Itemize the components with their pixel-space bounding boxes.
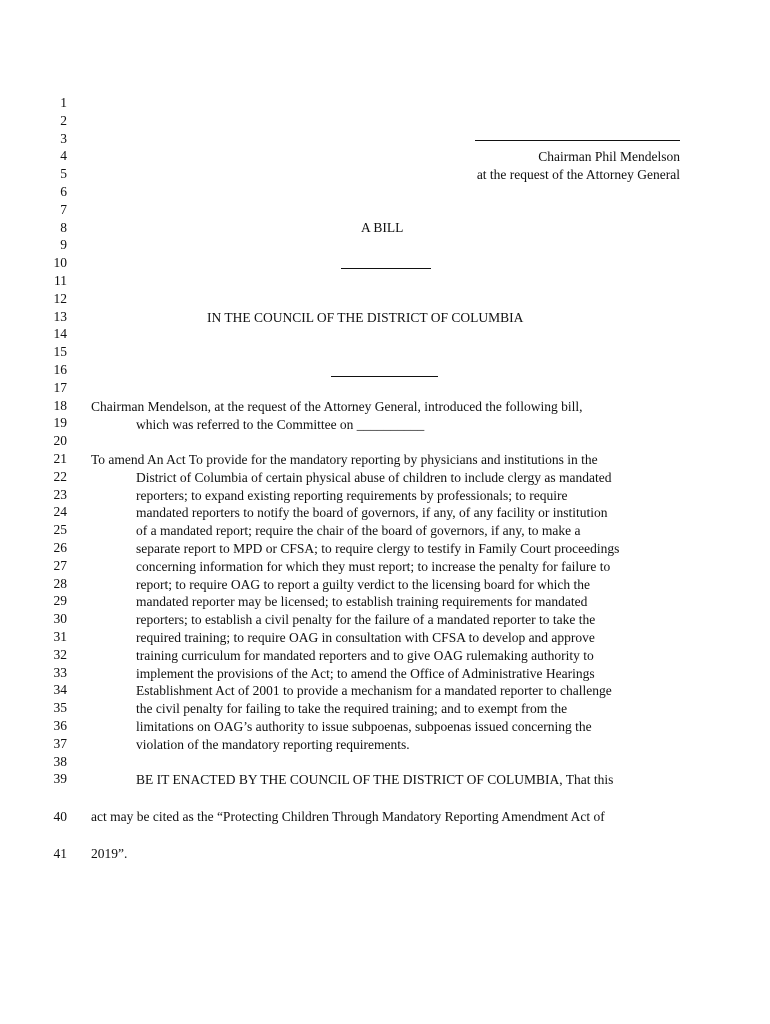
title-line: separate report to MPD or CFSA; to require clergy to testify in Family Court proceedings	[136, 541, 620, 556]
short-title-line-1: act may be cited as the “Protecting Children Through Mandatory Reporting Amendment Act of	[91, 809, 605, 824]
council-heading: IN THE COUNCIL OF THE DISTRICT OF COLUMBIA	[207, 310, 524, 325]
title-line: report; to require OAG to report a guilty verdict to the licensing board for which the	[136, 576, 590, 592]
line-number: 18	[53, 397, 67, 413]
line-number: 25	[53, 522, 67, 538]
title-line: mandated reporters to notify the board of governors, if any, of any facility or institution	[136, 505, 608, 521]
title-line: reporters; to establish a civil penalty for the failure of a mandated reporter to take the	[136, 612, 596, 628]
line-number: 3	[60, 130, 67, 146]
line-number: 38	[53, 753, 67, 769]
title-line: of a mandated report; require the chair of the board of governors, if any, to make a	[136, 523, 581, 539]
title-line: To amend An Act To provide for the mandatory reporting by physicians and institutions in the	[91, 452, 598, 467]
line-number: 40	[53, 809, 67, 824]
line-number: 16	[53, 362, 67, 377]
short-title-line-2: 2019”.	[91, 846, 128, 861]
line-number: 31	[53, 629, 67, 644]
title-line: Establishment Act of 2001 to provide a mechanism for a mandated reporter to challenge	[136, 683, 612, 699]
line-number: 24	[53, 504, 67, 520]
line-number: 17	[53, 379, 67, 395]
line-number: 36	[53, 718, 67, 733]
line-number: 4	[60, 148, 67, 164]
date-line	[331, 376, 438, 377]
title-line: District of Columbia of certain physical abuse of children to include clergy as mandated	[136, 469, 612, 485]
title-line: implement the provisions of the Act; to amend the Office of Administrative Hearings	[136, 665, 595, 681]
line-number: 13	[53, 308, 67, 324]
line-number: 35	[53, 700, 67, 716]
line-number: 19	[53, 415, 67, 431]
line-number: 1	[60, 95, 67, 110]
line-number: 8	[60, 219, 67, 235]
line-number: 30	[53, 611, 67, 627]
title-line: required training; to require OAG in consultation with CFSA to develop and approve	[136, 630, 595, 645]
line-number: 34	[53, 682, 67, 698]
line-number: 9	[60, 237, 67, 253]
title-line: training curriculum for mandated reporters and to give OAG rulemaking authority to	[136, 647, 594, 663]
line-number: 5	[60, 166, 67, 182]
signature-line	[475, 140, 680, 141]
bill-number-line	[341, 268, 431, 269]
line-number: 14	[53, 326, 67, 342]
line-number: 2	[60, 112, 67, 128]
enacting-clause: BE IT ENACTED BY THE COUNCIL OF THE DISTRICT OF COLUMBIA, That this	[136, 772, 614, 787]
line-number: 6	[60, 184, 67, 199]
line-number: 32	[53, 646, 67, 662]
title-line: violation of the mandatory reporting requirements.	[136, 736, 410, 752]
line-number: 33	[53, 664, 67, 680]
line-number: 27	[53, 557, 67, 573]
line-number: 7	[60, 201, 67, 217]
title-line: reporters; to expand existing reporting requirements by professionals; to require	[136, 487, 568, 503]
bill-label: A BILL	[361, 220, 404, 235]
line-number: 41	[53, 846, 67, 861]
line-number: 28	[53, 575, 67, 591]
line-number: 21	[53, 451, 67, 466]
sponsor-request: at the request of the Attorney General	[476, 167, 680, 182]
line-number: 23	[53, 486, 67, 502]
line-number: 29	[53, 593, 67, 609]
line-number: 11	[54, 273, 67, 288]
title-line: limitations on OAG’s authority to issue subpoenas, subpoenas issued concerning the	[136, 719, 592, 734]
line-number: 20	[53, 433, 67, 449]
line-number: 10	[53, 255, 67, 271]
introduction-line-2: which was referred to the Committee on __________	[136, 417, 425, 432]
title-line: mandated reporter may be licensed; to establish training requirements for mandated	[136, 594, 588, 610]
line-number: 37	[53, 735, 67, 751]
title-line: concerning information for which they must report; to increase the penalty for failure to	[136, 558, 611, 574]
line-number: 12	[53, 290, 67, 306]
sponsor-name: Chairman Phil Mendelson	[538, 149, 680, 164]
line-number: 15	[53, 344, 67, 360]
introduction-line-1: Chairman Mendelson, at the request of the Attorney General, introduced the following bill,	[91, 399, 583, 414]
line-number: 26	[53, 540, 67, 555]
line-number: 22	[53, 468, 67, 484]
title-line: the civil penalty for failing to take the required training; and to exempt from the	[136, 701, 568, 717]
line-number: 39	[53, 771, 67, 787]
